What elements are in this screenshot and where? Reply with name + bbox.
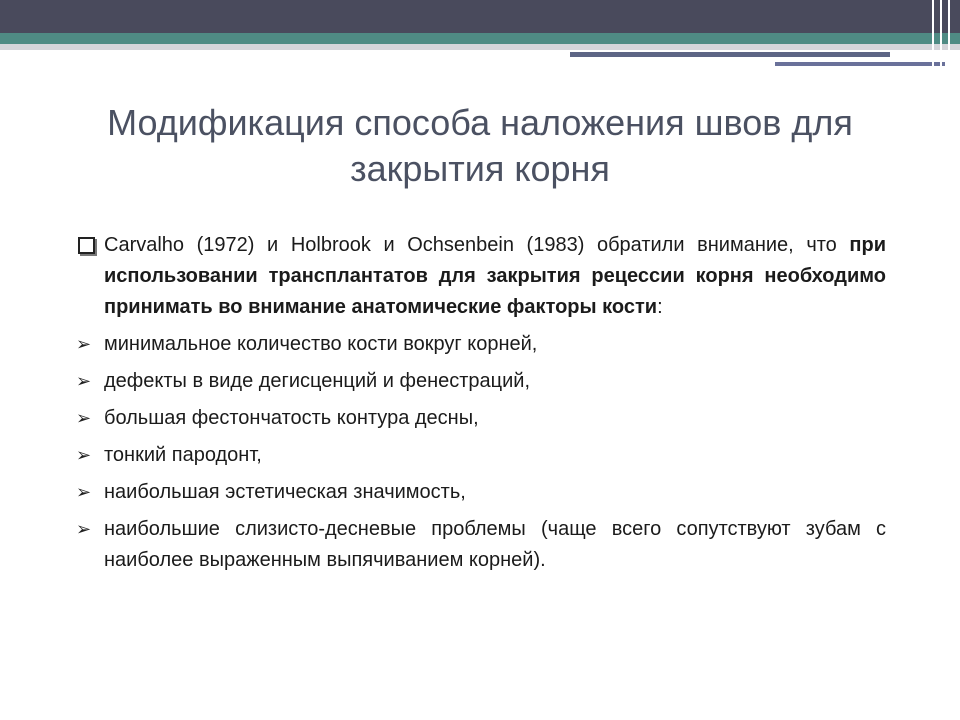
- header-gray-band: [0, 44, 960, 50]
- header-teal-band: [0, 33, 960, 44]
- list-item: [76, 329, 886, 360]
- header-bar: [0, 0, 960, 33]
- arrow-bullet-icon: ➢: [76, 371, 92, 391]
- header-divider-line: [948, 0, 950, 68]
- header-accent-line-secondary: [775, 62, 945, 66]
- arrow-bullet-icon: ➢: [76, 445, 92, 465]
- arrow-bullet-icon: ➢: [76, 334, 92, 354]
- intro-emphasis: при использовании трансплантатов для закрытия рецессии корня необходимо принимать во внимание анатомические факторы кости: [104, 234, 886, 318]
- intro-paragraph: [76, 230, 886, 323]
- list-item: [76, 366, 886, 397]
- arrow-bullet-icon: ➢: [76, 519, 92, 539]
- list-item-text: наибольшие слизисто-десневые проблемы (чаще всего сопутствуют зубам с наиболее выраженным выпячиванием корней).: [104, 518, 886, 571]
- arrow-bullet-icon: ➢: [76, 482, 92, 502]
- list-item-text: тонкий пародонт,: [104, 444, 262, 466]
- slide-title: Модификация способа наложения швов для закрытия корня: [107, 102, 853, 189]
- list-item-text: минимальное количество кости вокруг корней,: [104, 333, 538, 355]
- arrow-bullet-icon: ➢: [76, 408, 92, 428]
- intro-colon: :: [657, 296, 663, 318]
- header-accent-line: [570, 52, 890, 57]
- header-divider-line: [940, 0, 942, 68]
- list-item-text: наибольшая эстетическая значимость,: [104, 481, 466, 503]
- list-item: [76, 440, 886, 471]
- header-divider-line: [932, 0, 934, 68]
- intro-text: Carvalho (1972) и Holbrook и Ochsenbein (1983) обратили внимание, что: [104, 234, 850, 256]
- list-item-text: дефекты в виде дегисценций и фенестраций,: [104, 370, 531, 392]
- list-item-text: большая фестончатость контура десны,: [104, 407, 479, 429]
- list-item: [76, 477, 886, 508]
- list-item: [76, 514, 886, 576]
- list-item: [76, 403, 886, 434]
- slide-body: [76, 230, 886, 582]
- square-bullet-icon: [78, 237, 95, 254]
